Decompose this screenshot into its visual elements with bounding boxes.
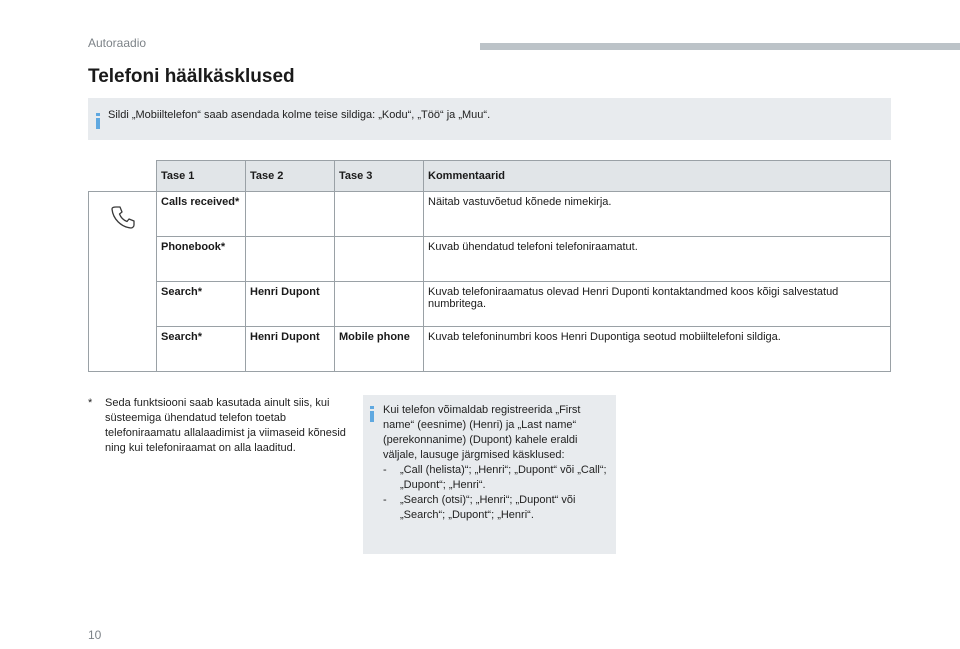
tip-item-text: „Search (otsi)“; „Henri“; „Dupont“ või „Search“; „Dupont“; „Henri“. bbox=[400, 494, 576, 521]
info-icon bbox=[96, 113, 100, 129]
row-level3 bbox=[335, 192, 424, 237]
table-header-blank bbox=[89, 161, 157, 192]
row-level3: Mobile phone bbox=[335, 327, 424, 372]
table-header-row bbox=[89, 161, 891, 192]
table-header-comments: Kommentaarid bbox=[424, 161, 891, 192]
tip-item-text: „Call (helista)“; „Henri“; „Dupont“ või „Call“; „Dupont“; „Henri“. bbox=[400, 464, 607, 491]
tip-dash: - bbox=[383, 494, 387, 506]
table-row bbox=[89, 282, 891, 327]
info-icon bbox=[370, 406, 374, 422]
tip-dash: - bbox=[383, 464, 387, 476]
tip-box bbox=[363, 395, 616, 554]
row-level1: Search* bbox=[157, 282, 246, 327]
header-section-label: Autoraadio bbox=[88, 36, 147, 50]
footnote bbox=[88, 396, 356, 456]
tip-text bbox=[383, 403, 611, 523]
row-comment: Näitab vastuvõetud kõnede nimekirja. bbox=[424, 192, 891, 237]
tip-item bbox=[383, 493, 611, 523]
tip-item bbox=[383, 463, 611, 493]
page-number: 10 bbox=[88, 628, 102, 642]
row-level2: Henri Dupont bbox=[246, 282, 335, 327]
row-level1: Phonebook* bbox=[157, 237, 246, 282]
row-level3 bbox=[335, 282, 424, 327]
table-row bbox=[89, 327, 891, 372]
row-level1: Calls received* bbox=[157, 192, 246, 237]
row-level2 bbox=[246, 237, 335, 282]
row-comment: Kuvab telefoniraamatus olevad Henri Duponti kontaktandmed koos kõigi salvestatud numbritega. bbox=[424, 282, 891, 327]
footnote-text: Seda funktsiooni saab kasutada ainult siis, kui süsteemiga ühendatud telefon toetab telefoniraamatu allalaadimist ja viimaseid kõnesid ning kui telefoniraamat on alla laaditud. bbox=[105, 397, 346, 454]
table-row bbox=[89, 192, 891, 237]
row-comment: Kuvab ühendatud telefoni telefoniraamatut. bbox=[424, 237, 891, 282]
row-level3 bbox=[335, 237, 424, 282]
row-level2: Henri Dupont bbox=[246, 327, 335, 372]
row-level1: Search* bbox=[157, 327, 246, 372]
table-row bbox=[89, 237, 891, 282]
tip-intro: Kui telefon võimaldab registreerida „First name“ (eesnime) (Henri) ja „Last name“ (perekonnanime) (Dupont) kahele eraldi väljale, lausuge järgmised käsklused: bbox=[383, 404, 581, 461]
table-header-level1: Tase 1 bbox=[157, 161, 246, 192]
page-title: Telefoni häälkäsklused bbox=[88, 66, 295, 87]
icon-cell bbox=[89, 192, 157, 372]
table-header-level2: Tase 2 bbox=[246, 161, 335, 192]
table-header-level3: Tase 3 bbox=[335, 161, 424, 192]
header-bar bbox=[480, 43, 960, 50]
info-box bbox=[88, 98, 891, 140]
footnote-marker: * bbox=[88, 397, 93, 409]
info-text: Sildi „Mobiiltelefon“ saab asendada kolme teise sildiga: „Kodu“, „Töö“ ja „Muu“. bbox=[108, 109, 491, 121]
phone-icon bbox=[110, 204, 136, 233]
row-comment: Kuvab telefoninumbri koos Henri Dupontiga seotud mobiiltelefoni sildiga. bbox=[424, 327, 891, 372]
row-level2 bbox=[246, 192, 335, 237]
voice-commands-table bbox=[88, 160, 891, 372]
